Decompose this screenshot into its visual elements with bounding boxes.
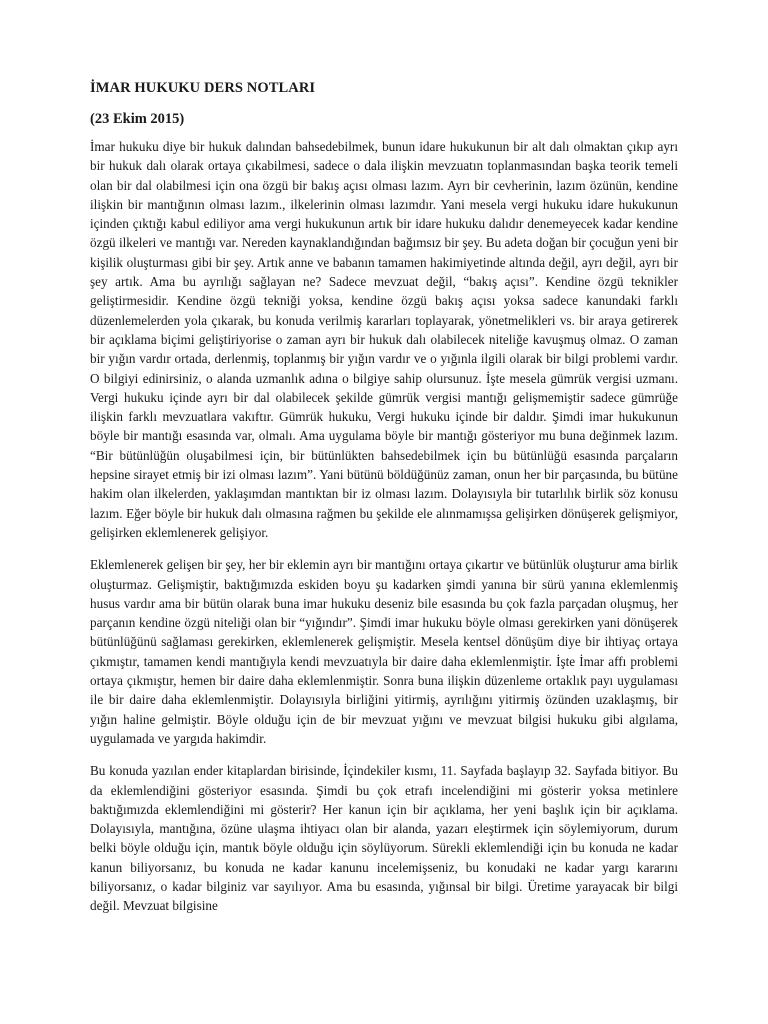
document-title: İMAR HUKUKU DERS NOTLARI bbox=[90, 80, 316, 96]
paragraph-2: Eklemlenerek gelişen bir şey, her bir eklemin ayrı bir mantığını ortaya çıkartır ve bütünlük oluşturur ama birlik oluşturmaz. Gelişmiştir, baktığımızda eskiden boyu şu kadarken şimdi yanına bir sürü yanına eklemlenmiş husus vardır ama bir bütün olarak buna imar hukuku deseniz bile esasında bu çok fazla parçadan oluşmuş, her parçanın kendine özgü niteliği olan bir “yığındır”. Şimdi imar hukuku böyle olması gerekirken yani dönüşerek bütünlüğünü sağlaması gerekirken, eklemlenerek gelişmiştir. Mesela kentsel dönüşüm diye bir ihtiyaç ortaya çıkmıştır, tamamen kendi mantığıyla kendi mevzuatıyla bir daire daha eklemlenmiştir. İşte İmar affı problemi ortaya çıkmıştır, hemen bir daire daha eklemlenmiştir. Sonra buna ilişkin düzenleme ortaklık payı uygulaması ile bir daire daha eklemlenmiştir. Dolayısıyla birliğini yitirmiş, ayrılığını yitirmiş özünden uzaklaşmış, bir yığın haline gelmiştir. Böyle olduğu için de bir mevzuat yığını ve mevzuat bilgisi hukuku gibi algılama, uygulamada ve yargıda hakimdir. bbox=[90, 557, 678, 746]
paragraph-3: Bu konuda yazılan ender kitaplardan birisinde, İçindekiler kısmı, 11. Sayfada başlayıp 32. Sayfada bitiyor. Bu da eklemlendiğini gösteriyor esasında. Şimdi bu çok etrafı incelendiğini mi gösterir yoksa metinlere baktığımızda eklemlendiğini mi gösterir? Her kanun için bir açıklama, her yeni başlık için bir açıklama. Dolayısıyla, mantığına, özüne ulaşma ihtiyacı olan bir alanda, yazarı eleştirmek için söylemiyorum, durum belki böyle olduğu için, mantık böyle olduğu için söylüyorum. Sürekli eklemlendiği için bu konuda ne kadar kanun biliyorsanız, bu konuda ne kadar kanunu incelemişseniz, bu konudaki ne kadar yargı kararını biliyorsanız, o kadar bilginiz var sayılıyor. Ama bu esasında, yığınsal bir bilgi. Üretime yarayacak bir bilgi değil. Mevzuat bilgisine bbox=[90, 763, 678, 914]
document-date: (23 Ekim 2015) bbox=[90, 111, 185, 127]
document-page bbox=[90, 80, 678, 916]
paragraph-1: İmar hukuku diye bir hukuk dalından bahsedebilmek, bunun idare hukukunun bir alt dalı olmaktan çıkıp ayrı bir hukuk dalı olarak ortaya çıkabilmesi, sadece o dala ilişkin mevzuatın toplanmasından başka teorik temeli olan bir dal olabilmesi için ona özgü bir bakış açısı olması lazım. Ayrı bir cevherinin, lazım özünün, kendine ilişkin bir mantığının olması lazım., ilkelerinin olması lazımdır. Yani mesela vergi hukuku idare hukukunun içinden çıktığı kabul ediliyor ama vergi hukukunun artık bir idare hukuku dalıdır denemeyecek kadar kendine özgü ilkeleri ve mantığı var. Nereden kaynaklandığından bağımsız bir şey. Bu adeta doğan bir çocuğun yeni bir kişilik oluşturması gibi bir şey. Artık anne ve babanın tamamen hakimiyetinde altında değil, ayrı değil, ayrı bir şey artık. Ama bu ayrılığı sağlayan ne? Sadece mevzuat değil, “bakış açısı”. Kendine özgü teknikler geliştirmesidir. Kendine özgü tekniği yoksa, kendine özgü bakış açısı yoksa sadece kanundaki farklı düzenlemelerden yola çıkarak, bu konuda verilmiş kararları toplayarak, yönetmelikleri vs. bir araya getirerek bir açıklama biçimi geliştiriyorise o zaman ayrı bir hukuk dalı olabilecek niteliğe kavuşmuş olmaz. O zaman bir yığın vardır ortada, derlenmiş, toplanmış bir yığın vardır ve o yığınla ilgili olarak bir bilgi problemi vardır. O bilgiyi edinirsiniz, o alanda uzmanlık adına o bilgiye sahip olursunuz. İşte mesela gümrük vergisi uzmanı. Vergi hukuku içinde ayrı bir dal olabilecek şekilde gümrük vergisi mantığı gelişmemiştir sadece gümrüğe ilişkin farklı mevzuatlara vakıftır. Gümrük hukuku, Vergi hukuku içinde bir daldır. Şimdi imar hukukunun böyle bir mantığı esasında var, olmalı. Ama uygulama böyle bir mantığı gösteriyor mu buna değinmek lazım. “Bir bütünlüğün oluşabilmesi için, bir bütünlükten bahsedebilmek için bu bütünlüğü esasında parçaların hepsine sirayet etmiş bir izi olması lazım”. Yani bütünü böldüğünüz zaman, onun her bir parçasında, bu bütüne hakim olan ilkelerden, yaklaşımdan mantıktan bir iz olması lazım. Dolayısıyla bir tutarlılık birlik söz konusu lazım. Eğer böyle bir hukuk dalı olmasına rağmen bu şekilde ele alınmamışsa gelişirken dönüşerek gelişmiyor, gelişirken eklemlenerek gelişiyor. bbox=[90, 139, 678, 540]
